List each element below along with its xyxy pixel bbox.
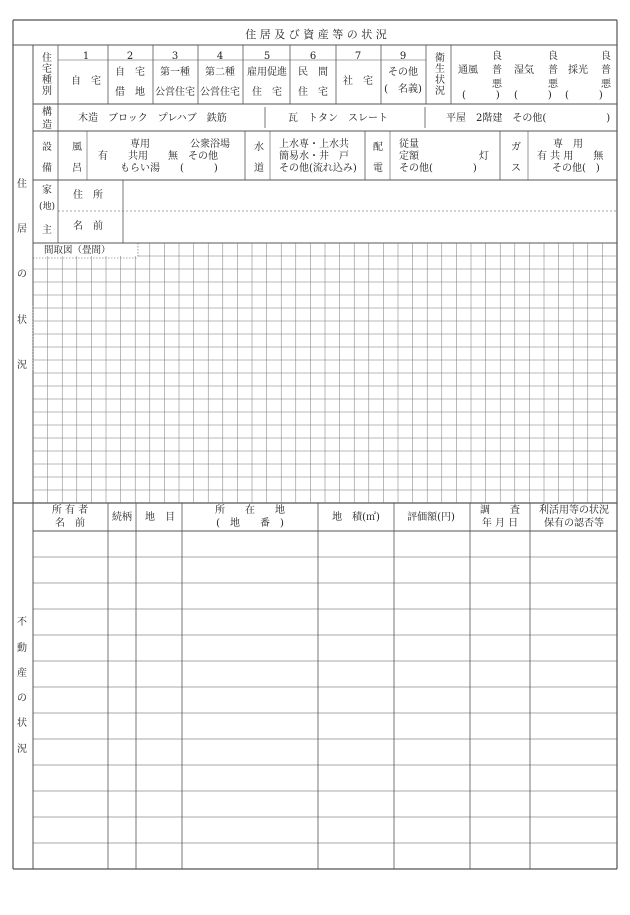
- side-char: の: [17, 269, 27, 280]
- label-char: 造: [42, 120, 52, 131]
- floor-plan-label: 間取図（畳間）: [44, 245, 111, 256]
- sanitation-item-name: 通風: [458, 65, 478, 76]
- rating-bad: 悪: [601, 79, 611, 90]
- housing-type-num-2: 2: [126, 51, 134, 62]
- housing-type-line: 第一種: [160, 67, 190, 78]
- side-char: 住: [17, 179, 27, 190]
- gas-options-line: その他( ): [552, 163, 600, 174]
- housing-type-own-home: 自 宅: [71, 76, 101, 87]
- side-char: 況: [17, 744, 27, 755]
- side-char: 居: [17, 224, 27, 235]
- label-char: 呂: [72, 163, 82, 174]
- label-char: 設: [42, 142, 52, 153]
- label-char: 電: [373, 163, 383, 174]
- header-valuation: 評価額(円): [407, 512, 455, 523]
- housing-type-num-5: 5: [263, 51, 271, 62]
- side-char: 況: [17, 360, 27, 371]
- header-usage-status: 利活用等の状況: [539, 505, 609, 516]
- header-owner-name: 名 前: [55, 518, 85, 529]
- housing-type-line: 公営住宅: [200, 87, 240, 98]
- rating-normal: 普: [492, 65, 502, 76]
- bath-options-line: 専用 公衆浴場: [130, 139, 230, 150]
- housing-type-line: 自 宅: [115, 67, 145, 78]
- header-ownership-approval: 保有の認否等: [544, 518, 604, 529]
- housing-type-line: 民 間: [298, 67, 328, 78]
- sanitation-item-name: 採光: [568, 65, 588, 76]
- label-char: 水: [254, 142, 264, 153]
- label-char: 況: [435, 86, 445, 97]
- rating-normal: 普: [548, 65, 558, 76]
- label-char: 風: [72, 142, 82, 153]
- rating-normal: 普: [601, 65, 611, 76]
- housing-type-line: 住 宅: [252, 87, 282, 98]
- water-options-line: その他(流れ込み): [279, 163, 357, 174]
- power-options-line: 従量: [399, 139, 419, 150]
- header-survey-date: 年 月 日: [481, 518, 519, 529]
- landlord-name-label: 名 前: [73, 221, 103, 232]
- structure-material: 木造 ブロック プレハブ 鉄筋: [78, 113, 227, 124]
- rating-good: 良: [492, 51, 502, 62]
- label-char: 配: [373, 142, 383, 153]
- housing-type-company-housing: 社 宅: [343, 76, 373, 87]
- rating-bad: 悪: [548, 79, 558, 90]
- housing-type-line: 住 宅: [298, 87, 328, 98]
- gas-options-line: 専 用: [553, 139, 583, 150]
- floor-plan-grid[interactable]: [33, 243, 617, 503]
- power-options-line: 定額 灯: [399, 151, 489, 162]
- bath-options-line: もらい湯 ( ): [120, 163, 218, 174]
- gas-options-line: 有 共 用 無: [537, 151, 604, 162]
- side-char: の: [17, 693, 27, 704]
- label-char: 構: [42, 107, 52, 118]
- housing-type-line: 公営住宅: [155, 87, 195, 98]
- housing-type-line: 第二種: [205, 67, 235, 78]
- header-owner: 所 有 者: [51, 505, 89, 516]
- label-char: 備: [42, 163, 52, 174]
- header-relationship: 続柄: [112, 512, 132, 523]
- label-char: 種: [42, 75, 52, 86]
- side-char: 状: [17, 315, 27, 326]
- sanitation-paren: ( ): [565, 90, 603, 101]
- housing-type-line: ( 名義): [384, 84, 422, 95]
- form-title: 住 居 及 び 資 産 等 の 状 況: [245, 28, 387, 41]
- housing-type-line: 雇用促進: [247, 67, 287, 78]
- sanitation-paren: ( ): [514, 90, 552, 101]
- label-char: ガ: [511, 142, 521, 153]
- label-char: 宅: [42, 64, 52, 75]
- header-area: 地 積(㎡): [332, 512, 380, 523]
- label-char: 別: [42, 86, 52, 97]
- label-char: (地): [38, 202, 56, 212]
- water-options-line: 上水専・上水共: [279, 139, 349, 150]
- landlord-address-field[interactable]: [123, 183, 617, 211]
- side-char: 動: [17, 643, 27, 654]
- housing-type-num-6: 6: [309, 51, 317, 62]
- structure-roof: 瓦 トタン スレート: [288, 113, 388, 124]
- header-lot-number: ( 地 番 ): [216, 518, 284, 529]
- header-land-category: 地 目: [145, 512, 175, 523]
- water-options-line: 簡易水・井 戸: [279, 151, 349, 162]
- label-char: 住: [42, 53, 52, 64]
- side-char: 不: [17, 617, 27, 628]
- label-char: ス: [511, 163, 521, 174]
- label-char: 衛: [435, 53, 445, 64]
- housing-type-num-3: 3: [171, 51, 179, 62]
- landlord-address-label: 住 所: [73, 190, 103, 201]
- power-options-line: その他( ): [399, 163, 477, 174]
- header-survey: 調 査: [480, 505, 520, 516]
- rating-good: 良: [601, 51, 611, 62]
- side-char: 産: [17, 668, 27, 679]
- rating-bad: 悪: [492, 79, 502, 90]
- housing-type-num-1: 1: [82, 51, 90, 62]
- header-location: 所 在 地: [215, 505, 285, 516]
- housing-type-num-9: 9: [399, 51, 407, 62]
- landlord-name-field[interactable]: [123, 212, 617, 242]
- bath-options-line: 有 共用 無 その他: [98, 151, 218, 162]
- side-char: 状: [17, 718, 27, 729]
- housing-type-line: 借 地: [115, 87, 145, 98]
- housing-type-line: その他: [388, 67, 418, 78]
- structure-floors: 平屋 2階建 その他( ): [446, 113, 611, 124]
- rating-good: 良: [548, 51, 558, 62]
- housing-type-num-4: 4: [216, 51, 224, 62]
- sanitation-item-name: 湿気: [514, 65, 534, 76]
- label-char: 道: [254, 163, 264, 174]
- label-char: 家: [42, 185, 52, 196]
- housing-type-num-7: 7: [354, 51, 362, 62]
- label-char: 状: [435, 75, 445, 86]
- sanitation-paren: ( ): [462, 90, 500, 101]
- label-char: 主: [42, 225, 52, 236]
- label-char: 生: [435, 64, 445, 75]
